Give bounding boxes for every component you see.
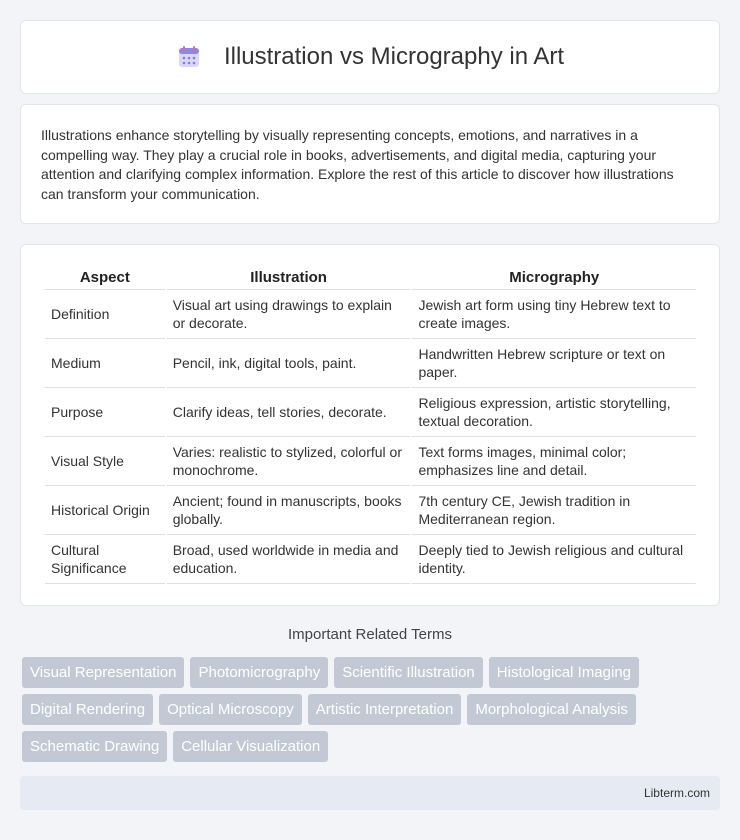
- title-card: [20, 20, 720, 94]
- term-tag[interactable]: Artistic Interpretation: [308, 694, 462, 725]
- aspect-cell: Visual Style: [45, 437, 165, 486]
- micrography-cell: Religious expression, artistic storytelling, textual decoration.: [412, 388, 696, 437]
- illustration-cell: Pencil, ink, digital tools, paint.: [167, 339, 411, 388]
- table-row: [45, 437, 696, 486]
- table-row: [45, 486, 696, 535]
- aspect-cell: Purpose: [45, 388, 165, 437]
- aspect-cell: Definition: [45, 290, 165, 339]
- illustration-cell: Varies: realistic to stylized, colorful or monochrome.: [167, 437, 411, 486]
- term-tag[interactable]: Cellular Visualization: [173, 731, 328, 762]
- term-tag[interactable]: Histological Imaging: [489, 657, 639, 688]
- table-row: [45, 535, 696, 584]
- micrography-cell: 7th century CE, Jewish tradition in Mediterranean region.: [412, 486, 696, 535]
- illustration-cell: Visual art using drawings to explain or decorate.: [167, 290, 411, 339]
- micrography-cell: Handwritten Hebrew scripture or text on paper.: [412, 339, 696, 388]
- footer-site-link[interactable]: Libterm.com: [643, 786, 710, 800]
- table-row: [45, 339, 696, 388]
- comparison-table: [43, 265, 698, 584]
- illustration-cell: Clarify ideas, tell stories, decorate.: [167, 388, 411, 437]
- micrography-cell: Deeply tied to Jewish religious and cultural identity.: [412, 535, 696, 584]
- header-micrography: Micrography: [412, 265, 696, 290]
- term-tag[interactable]: Scientific Illustration: [334, 657, 483, 688]
- illustration-cell: Broad, used worldwide in media and education.: [167, 535, 411, 584]
- term-tag[interactable]: Digital Rendering: [22, 694, 153, 725]
- intro-paragraph: Illustrations enhance storytelling by visually representing concepts, emotions, and narratives in a compelling way. They play a crucial role in books, advertisements, and digital media, capturing your attention and clarifying complex information. Explore the rest of this article to discover how illustrations can transform your communication.: [41, 127, 674, 202]
- micrography-cell: Jewish art form using tiny Hebrew text to create images.: [412, 290, 696, 339]
- table-header-row: [45, 265, 696, 290]
- header-illustration: Illustration: [167, 265, 411, 290]
- aspect-cell: Medium: [45, 339, 165, 388]
- term-tag[interactable]: Visual Representation: [22, 657, 184, 688]
- calendar-icon: [176, 44, 202, 70]
- table-row: [45, 290, 696, 339]
- micrography-cell: Text forms images, minimal color; emphasizes line and detail.: [412, 437, 696, 486]
- aspect-cell: Historical Origin: [45, 486, 165, 535]
- related-terms-heading: Important Related Terms: [288, 626, 452, 643]
- footer: [20, 776, 720, 810]
- header-aspect: Aspect: [45, 265, 165, 290]
- page-title: Illustration vs Micrography in Art: [223, 43, 565, 70]
- table-row: [45, 388, 696, 437]
- term-tag[interactable]: Optical Microscopy: [159, 694, 302, 725]
- aspect-cell: Cultural Significance: [45, 535, 165, 584]
- intro-card: [20, 104, 720, 224]
- term-tag[interactable]: Morphological Analysis: [467, 694, 636, 725]
- related-terms-list: [22, 657, 722, 768]
- term-tag[interactable]: Photomicrography: [190, 657, 328, 688]
- term-tag[interactable]: Schematic Drawing: [22, 731, 167, 762]
- comparison-card: [20, 244, 720, 606]
- illustration-cell: Ancient; found in manuscripts, books globally.: [167, 486, 411, 535]
